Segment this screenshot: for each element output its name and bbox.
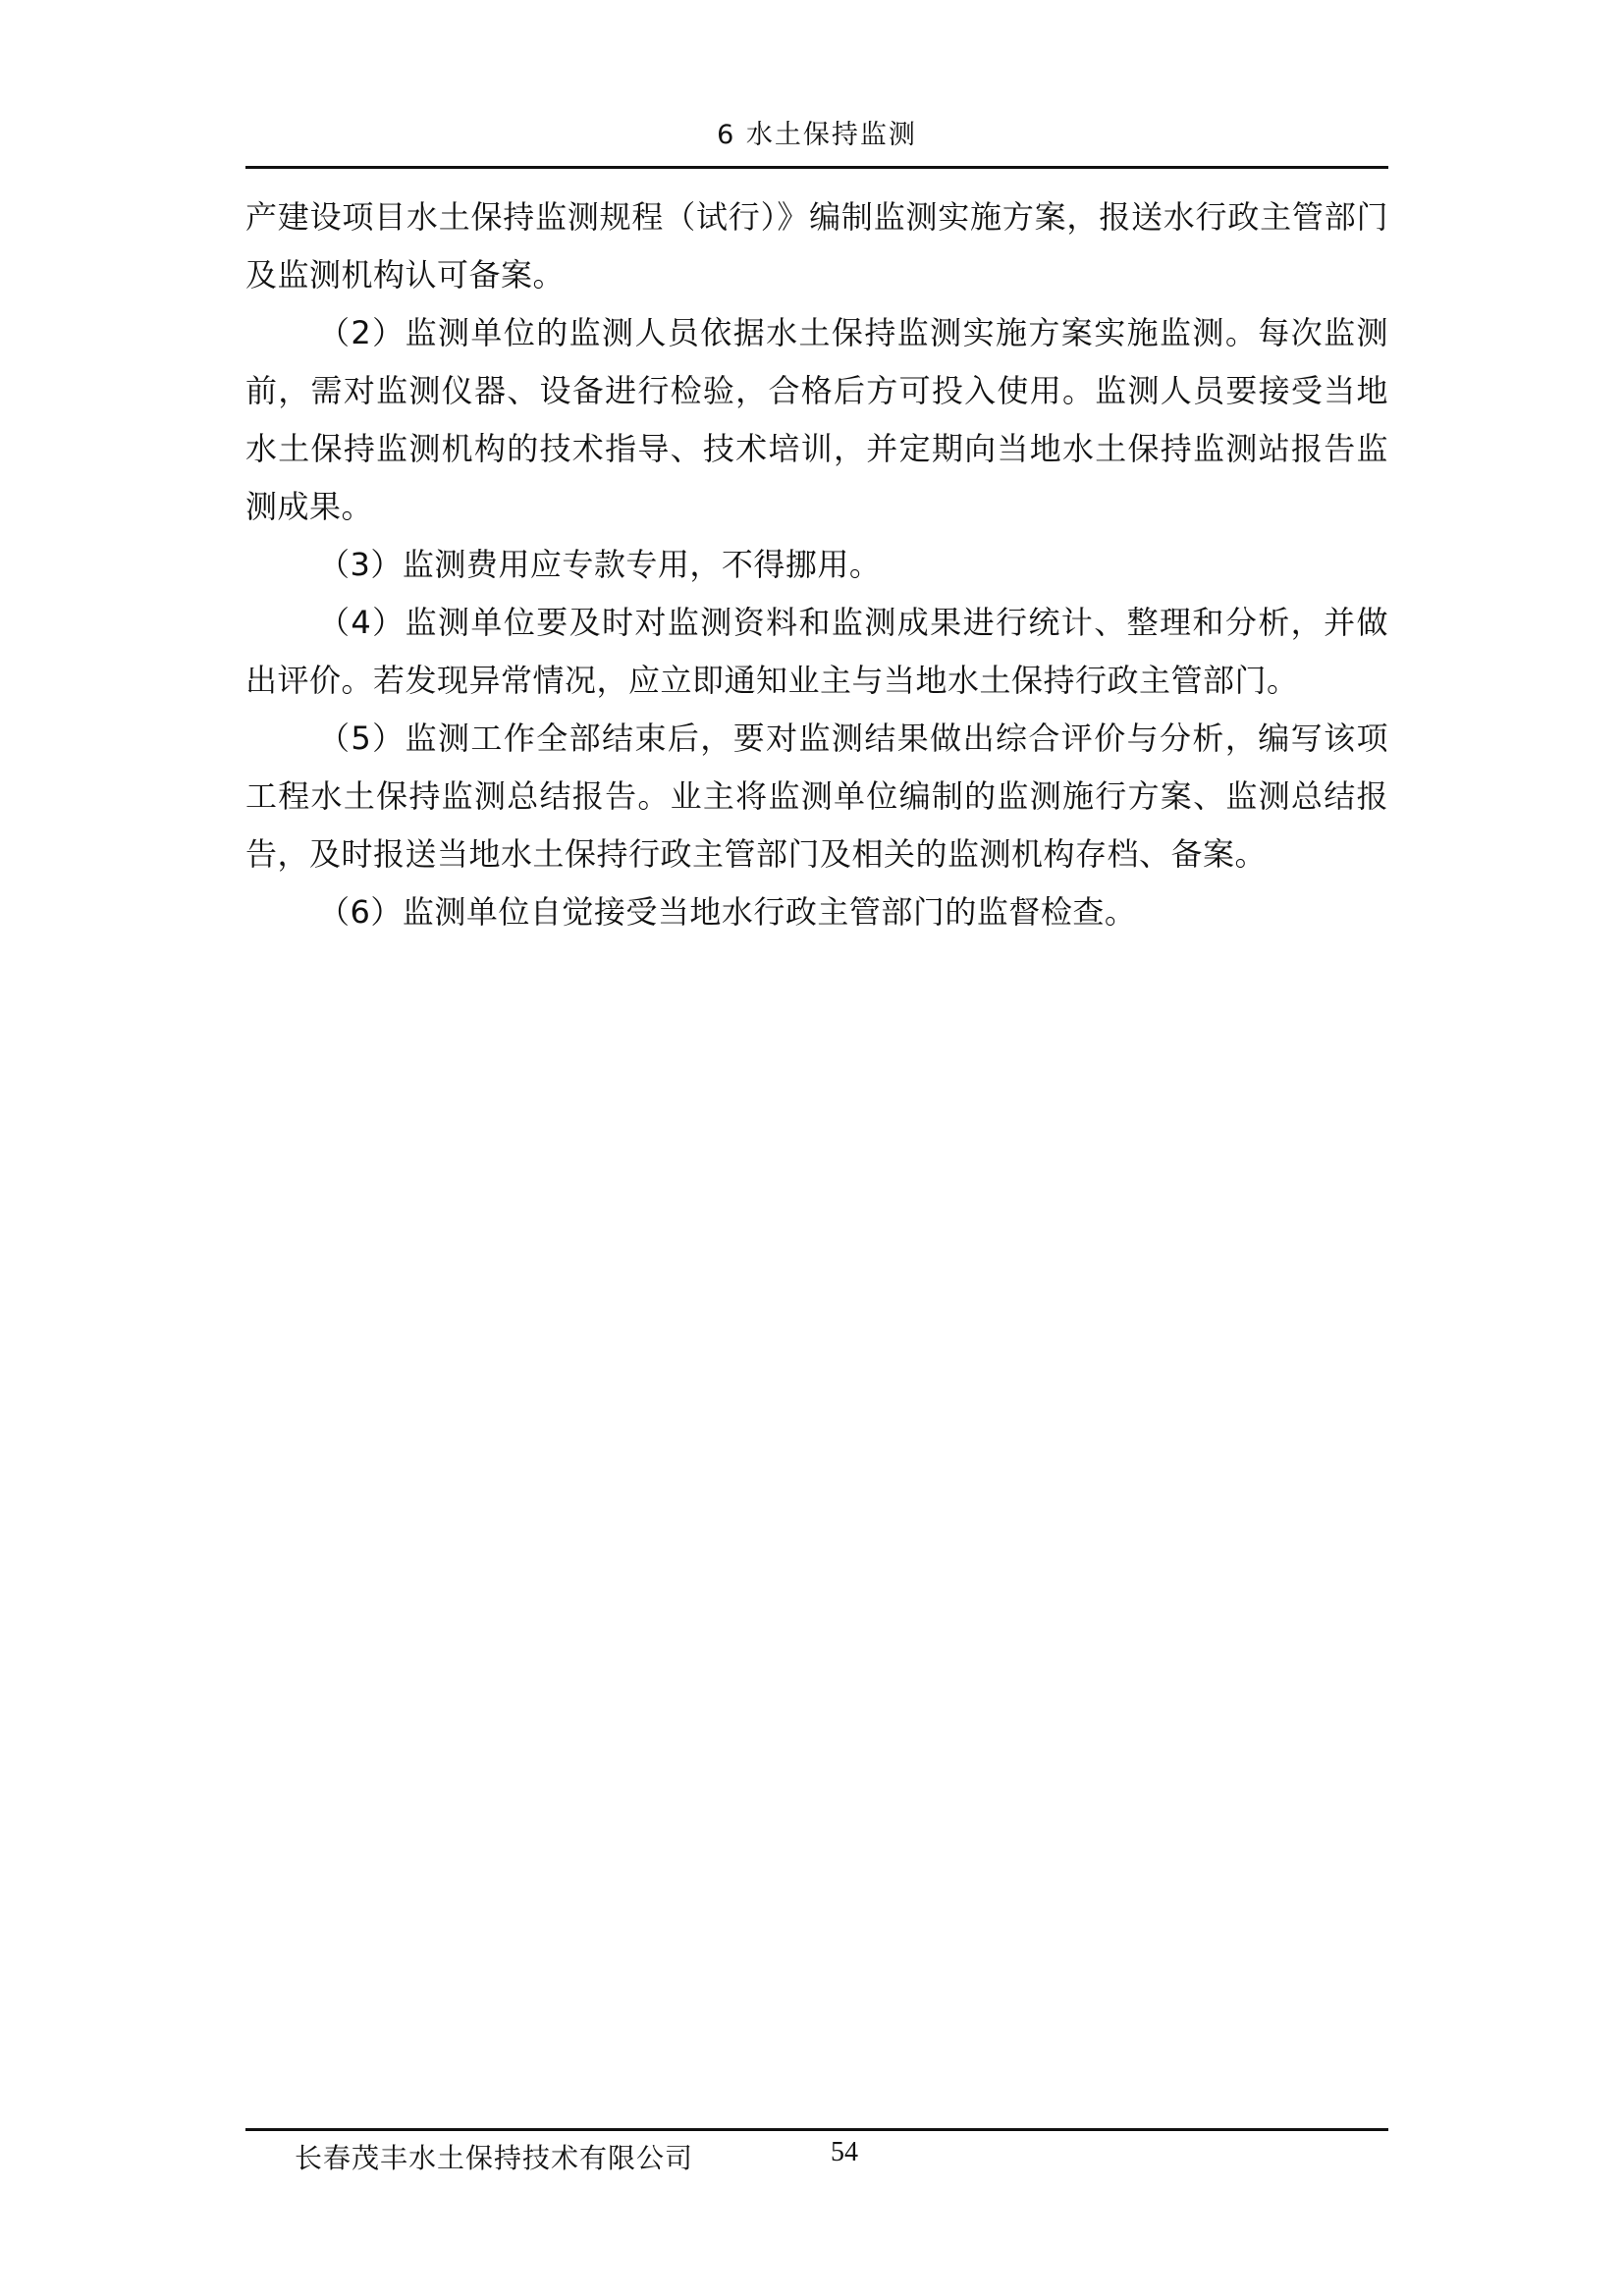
body-text [245, 188, 1388, 941]
footer-company-name: 长春茂丰水土保持技术有限公司 [295, 2142, 694, 2174]
paragraph-item-2: （2）监测单位的监测人员依据水土保持监测实施方案实施监测。每次监测前，需对监测仪器、设备进行检验，合格后方可投入使用。监测人员要接受当地水土保持监测机构的技术指导、技术培训，并定期向当地水土保持监测站报告监测成果。 [245, 314, 1388, 525]
paragraph-item-5: （5）监测工作全部结束后，要对监测结果做出综合评价与分析，编写该项工程水土保持监测总结报告。业主将监测单位编制的监测施行方案、监测总结报告，及时报送当地水土保持行政主管部门及相关的监测机构存档、备案。 [245, 720, 1388, 873]
page-header-title: 6 水土保持监测 [717, 120, 917, 150]
paragraph-item-4: （4）监测单位要及时对监测资料和监测成果进行统计、整理和分析，并做出评价。若发现异常情况，应立即通知业主与当地水土保持行政主管部门。 [245, 604, 1388, 699]
header-divider [245, 166, 1388, 169]
page-number: 54 [831, 2137, 858, 2167]
paragraph-continuation: 产建设项目水土保持监测规程（试行）》编制监测实施方案，报送水行政主管部门及监测机构认可备案。 [245, 198, 1388, 294]
paragraph-item-6: （6）监测单位自觉接受当地水行政主管部门的监督检查。 [318, 893, 1137, 931]
footer-divider [245, 2128, 1388, 2131]
paragraph-item-3: （3）监测费用应专款专用，不得挪用。 [318, 546, 882, 583]
